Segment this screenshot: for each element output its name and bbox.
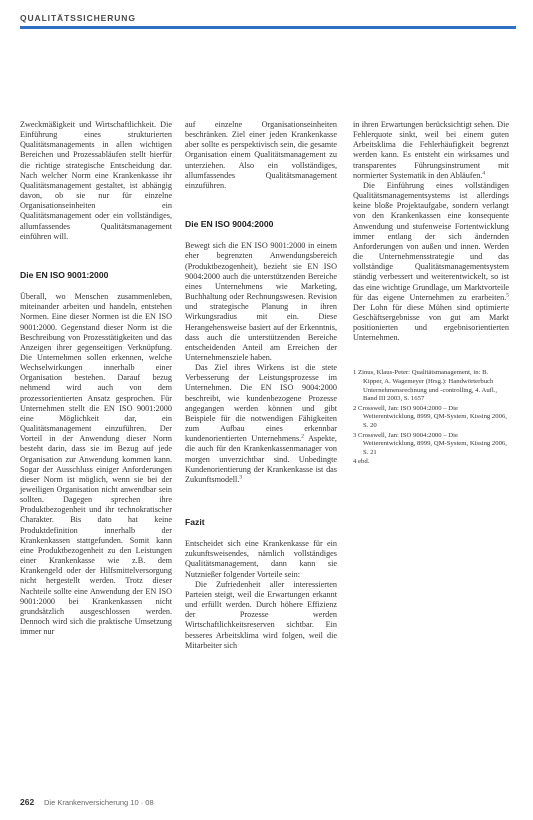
footnote-ref: 2: [301, 433, 304, 440]
header-accent-bar: [20, 26, 516, 29]
footnote: 4 ebd.: [353, 458, 370, 466]
paragraph-text: Der Lohn für diese Mühen sind optimierte Geschäftsergebnisse von gut am Markt positionierten und ergebnisorientierten Unternehmen.: [353, 302, 509, 343]
journal-title: Die Krankenversicherung 10 · 08: [44, 798, 154, 807]
section-label: QUALITÄTSSICHERUNG: [20, 13, 136, 23]
paragraph: Die Zufriedenheit aller interessierten Parteien steigt, weil die Erwartungen erkannt und erfüllt werden. Durch höhere Effizienz der Prozesse werden Wirtschaftlichkeitsreserven sichtbar. Ein besseres Arbeitsklima wird folgen, weil die Mitarbeiter sich: [185, 579, 337, 650]
footnote: 3 Crosswell, Jan: ISO 9004:2000 – Die Weiterentwicklung, 8999, QM-System, Kissing 2006, S. 21: [353, 431, 507, 456]
paragraph-text: Aspekte, die auch für den Krankenkassenmanager von morgen unverzichtbar sind. Unbedingte Kundenorientierung der Krankenkasse ist das Zukunftsmodell.: [185, 434, 337, 484]
paragraph: [353, 181, 509, 344]
paragraph: Zweckmäßigkeit und Wirtschaftlichkeit. Die Einführung eines strukturierten Qualitätsmanagements in allen wichtigen Bereichen und Prozessabläufen stellt hierfür die richtige strategische Entscheidung dar. Nach welcher Norm eine Krankenkasse ihr Qualitätsmanagement gestaltet, ist abhängig davon, ob sie nur für einzelne Organisationseinheiten ein Qualitätsmanagement oder ein vollständiges, allumfassendes Qualitätsmanagement einführen will.: [20, 120, 172, 241]
paragraph: auf einzelne Organisationseinheiten beschränken. Ziel einer jeden Krankenkasse aber sollte es perspektivisch sein, die gesamte Organisation einem Qualitätsmanagement zu unterziehen. Also ein vollständiges, allumfassendes Qualitätsmanagement einzuführen.: [185, 120, 337, 190]
section-heading: Die EN ISO 9001:2000: [20, 269, 109, 280]
footnote-ref: 3: [239, 474, 243, 481]
paragraph: Bewegt sich die EN ISO 9001:2000 in einem eher begrenzten Anwendungsbereich (Produktbezogenheit), bezieht sie EN ISO 9004:2000 auch die unterstützenden Bereiche eines Unternehmens wie Marketing, Buchhaltung oder Rechnungswesen. Revision und strategische Planung in ihren Wirkungsradius mit ein. Diese Herangehensweise basiert auf der Erkenntnis, dass auch die unterstützenden Bereiche entscheidenden Anteil am Erreichen der Unternehmensziele haben.: [185, 241, 337, 362]
paragraph-text: in ihren Erwartungen berücksichtigt sehen. Die Fehlerquote sinkt, weil bei einem guten Arbeitsklima die Fehlerhäufigkeit begrenzt werden kann. Es entsteht ein wirksames und transparentes Führungsinstrument mit normierter Systematik in den Abläufen.: [353, 120, 509, 180]
footnote: 2 Crosswell, Jan: ISO 9004:2000 – Die Weiterentwicklung, 8999, QM-System, Kissing 2006, S. 20: [353, 404, 507, 429]
paragraph: [185, 363, 337, 485]
column-1: [20, 120, 172, 637]
footnote-ref: 4: [482, 170, 486, 177]
section-heading: Die EN ISO 9004:2000: [185, 219, 274, 230]
column-2: [185, 120, 337, 651]
paragraph-text: Die Einführung eines vollständigen Qualitätsmanagementsystems ist allerdings keine bloße Projektaufgabe, sondern verlangt von den Krankenkassen eine konsequente Anwendung und stufenweise Fortentwicklung immer entlang der sich ändernden Anforderungen von außen und innen. Werden die Unternehmensstrategie und das vollständige Qualitätsmanagementsystem ständig verbessert und weiterentwickelt, so ist das eine wichtige Grundlage, um Marktvorteile für das eigene Unternehmen zu erarbeiten.: [353, 180, 509, 302]
paragraph: Entscheidet sich eine Krankenkasse für ein zukunftsweisendes, nämlich vollständiges Qualitätsmanagement, dann kann sie Nutznießer folgender Vorteile sein:: [185, 539, 337, 579]
column-3: [353, 120, 509, 468]
paragraph-text: Das Ziel ihres Wirkens ist die stete Verbesserung der Leistungsprozesse im Unternehmen. Die EN ISO 9004:2000 beschreibt, wie kundenbezogene Prozesse angegangen werden können und gibt Beispiele für die notwendigen Fähigkeiten zum Aufbau eines erkennbar kundenorientierten Unternehmens.: [185, 363, 337, 444]
footnote-ref: 5: [506, 291, 509, 298]
section-heading: Fazit: [185, 517, 205, 527]
footnotes: [353, 369, 509, 467]
footnote: 1 Zinus, Klaus-Peter: Qualitätsmanagement, in: B. Kipper, A. Wagemeyer (Hrsg.): Handwörterbuch Unternehmensrechnung und -controlling, 4. Aufl., Band III 2003, S. 1657: [353, 369, 498, 403]
page-number: 262: [20, 797, 35, 807]
paragraph: Überall, wo Menschen zusammenleben, miteinander arbeiten und handeln, entstehen Normen. Eine dieser Normen ist die EN ISO 9001:2000. Gegenstand dieser Norm ist die Beschreibung von Prozesstätigkeiten und das Anzeigen ihrer gegenseitigen Verknüpfung. Die Unternehmen sollen erkennen, welche Wechselwirkungen innerhalb einer Organisation bestehen. Darauf bezug nehmend wird auch von dem prozessorientierten Ansatz gesprochen. Für Unternehmen stellt die EN ISO 9001:2000 eine Möglichkeit dar, ein Qualitätsmanagement einzuführen. Der Vorteil in der Anwendung dieser Norm besteht darin, dass sie im Bezug auf jede Organisation zur Anwendung kommen kann. Sogar der Ausschluss einiger Anforderungen dieser Norm ist möglich, wenn sie bei der jeweiligen Organisation nicht anwendbar sein sollten. Dagegen sprechen ihre Produktbezogenheit und ihr technokratischer Charakter. Bis dato hat keine Produktdefinition innerhalb der Krankenkassen stattgefunden. Somit kann eine Produktbezogenheit zu den Leistungen einer Krankenkasse wie z.B. dem Krankengeld oder der Hilfsmittelversorgung nicht hergestellt werden. Trotz dieser Nachteile sollte eine Anwendung der EN ISO 9001:2000 bei Krankenkassen nicht grundsätzlich ausgeschlossen werden. Dennoch wird sich die praktische Umsetzung immer nur: [20, 292, 172, 637]
paragraph: [353, 120, 509, 181]
